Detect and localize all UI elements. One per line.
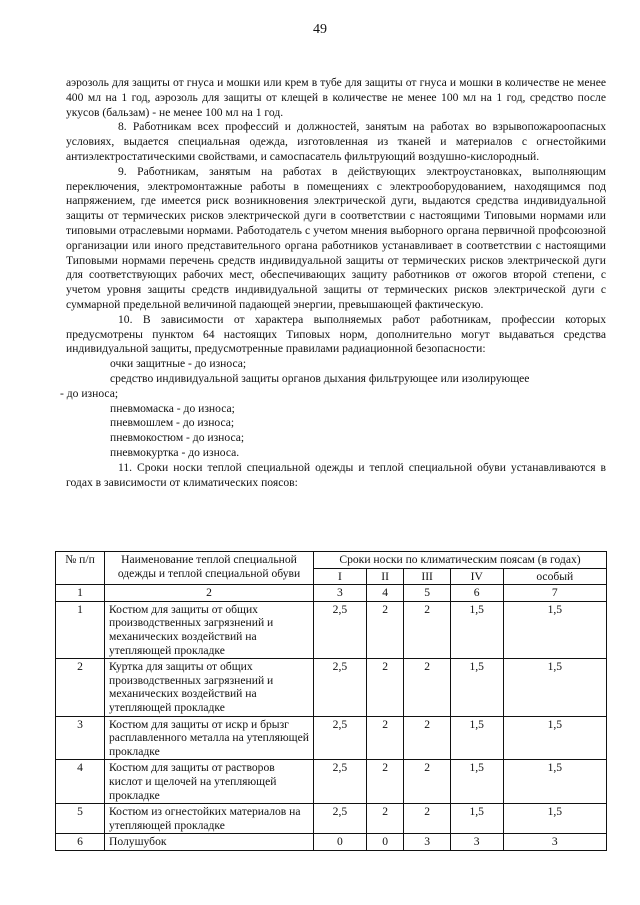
row-value: 2	[366, 659, 404, 716]
row-value: 3	[450, 834, 503, 851]
row-no: 6	[56, 834, 105, 851]
header-zone: особый	[503, 568, 606, 585]
header-zone: I	[314, 568, 367, 585]
header-terms: Сроки носки по климатическим поясам (в годах)	[314, 552, 607, 569]
table-header-row	[56, 552, 607, 569]
row-value: 2	[404, 601, 450, 658]
row-name: Костюм из огнестойких материалов на утепляющей прокладке	[105, 804, 314, 834]
body-text	[60, 76, 606, 490]
column-number: 5	[404, 585, 450, 602]
page-number: 49	[313, 22, 327, 37]
column-number: 2	[105, 585, 314, 602]
row-value: 1,5	[503, 760, 606, 804]
row-value: 1,5	[503, 716, 606, 760]
row-value: 2	[404, 659, 450, 716]
row-name: Куртка для защиты от общих производственных загрязнений и механических воздействий на утепляющей прокладке	[105, 659, 314, 716]
wear-terms-table	[55, 551, 607, 851]
header-zone: III	[404, 568, 450, 585]
column-number: 6	[450, 585, 503, 602]
row-value: 0	[314, 834, 367, 851]
row-value: 1,5	[503, 804, 606, 834]
table-row	[56, 834, 607, 851]
list-item: пневмошлем - до износа;	[110, 416, 235, 430]
row-value: 1,5	[503, 601, 606, 658]
row-value: 2	[366, 601, 404, 658]
row-no: 2	[56, 659, 105, 716]
row-no: 5	[56, 804, 105, 834]
table-numbering-row	[56, 585, 607, 602]
paragraph-9: 9. Работникам, занятым на работах в действующих электроустановках, выполняющим переключения, электромонтажные работы в помещениях с электрооборудованием, находящимся под напряжением, где имеется риск возникновения электрической дуги, выдаются средства индивидуальной защиты от термических рисков электрической дуги в соответствии с настоящими Типовыми нормами или типовыми отраслевыми нормами. Работодатель с учетом мнения выборного органа первичной профсоюзной организации или иного представительного органа работников устанавливает в соответствии с настоящими Типовыми нормами перечень средств индивидуальной защиты от термических рисков электрической дуги для соответствующих рабочих мест, обеспечивающих защиту работников от ожогов второй степени, с учетом уровня защиты средств индивидуальной защиты от термических рисков электрической дуги с суммарной предельной величиной падающей энергии, превышающей фактическую.	[66, 164, 606, 311]
header-name: Наименование теплой специальной одежды и теплой специальной обуви	[105, 552, 314, 585]
list-item-continuation: - до износа;	[60, 386, 119, 400]
row-value: 1,5	[503, 659, 606, 716]
header-zone: II	[366, 568, 404, 585]
row-name: Костюм для защиты от искр и брызг расплавленного металла на утепляющей прокладке	[105, 716, 314, 760]
header-no: № п/п	[56, 552, 105, 585]
row-value: 2	[404, 760, 450, 804]
paragraph-8: 8. Работникам всех профессий и должностей, занятым на работах во взрывопожароопасных условиях, выдается специальная одежда, изготовленная из тканей и материалов с огнестойкими антиэлектростатическими свойствами, и самоспасатель фильтрующий воздушно-кислородный.	[66, 120, 606, 163]
row-value: 3	[503, 834, 606, 851]
row-value: 1,5	[450, 716, 503, 760]
row-value: 1,5	[450, 804, 503, 834]
row-value: 1,5	[450, 601, 503, 658]
list-item: очки защитные - до износа;	[110, 357, 247, 371]
row-value: 2	[404, 716, 450, 760]
column-number: 1	[56, 585, 105, 602]
row-value: 1,5	[450, 659, 503, 716]
row-value: 2	[404, 804, 450, 834]
row-name: Полушубок	[105, 834, 314, 851]
row-no: 3	[56, 716, 105, 760]
row-value: 2,5	[314, 659, 367, 716]
row-value: 3	[404, 834, 450, 851]
row-value: 2	[366, 760, 404, 804]
row-name: Костюм для защиты от общих производственных загрязнений и механических воздействий на утепляющей прокладке	[105, 601, 314, 658]
row-name: Костюм для защиты от растворов кислот и щелочей на утепляющей прокладке	[105, 760, 314, 804]
row-value: 2,5	[314, 601, 367, 658]
paragraph-11: 11. Сроки носки теплой специальной одежды и теплой специальной обуви устанавливаются в годах в зависимости от климатических поясов:	[66, 460, 606, 489]
column-number: 3	[314, 585, 367, 602]
row-value: 1,5	[450, 760, 503, 804]
list-item: средство индивидуальной защиты органов дыхания фильтрующее или изолирующее	[110, 371, 530, 385]
paragraph: аэрозоль для защиты от гнуса и мошки или крем в тубе для защиты от гнуса и мошки в количестве не менее 400 мл на 1 год, аэрозоль для защиты от клещей в количестве не менее 100 мл на 1 год, средство после укусов (бальзам) - не менее 100 мл на 1 год.	[66, 76, 606, 119]
row-value: 0	[366, 834, 404, 851]
row-value: 2	[366, 716, 404, 760]
list-item: пневмокуртка - до износа.	[110, 445, 240, 459]
row-value: 2,5	[314, 716, 367, 760]
table-row	[56, 601, 607, 658]
row-no: 4	[56, 760, 105, 804]
list-item: пневмокостюм - до износа;	[110, 431, 245, 445]
table-row	[56, 804, 607, 834]
row-value: 2	[366, 804, 404, 834]
table-row	[56, 716, 607, 760]
list-item: пневмомаска - до износа;	[110, 401, 235, 415]
table-row	[56, 659, 607, 716]
row-value: 2,5	[314, 760, 367, 804]
column-number: 4	[366, 585, 404, 602]
column-number: 7	[503, 585, 606, 602]
table-row	[56, 760, 607, 804]
paragraph-10: 10. В зависимости от характера выполняемых работ работникам, профессии которых предусмотрены пунктом 64 настоящих Типовых норм, дополнительно могут выдаваться средства индивидуальной защиты, предусмотренные правилами радиационной безопасности:	[66, 312, 606, 356]
row-value: 2,5	[314, 804, 367, 834]
row-no: 1	[56, 601, 105, 658]
header-zone: IV	[450, 568, 503, 585]
